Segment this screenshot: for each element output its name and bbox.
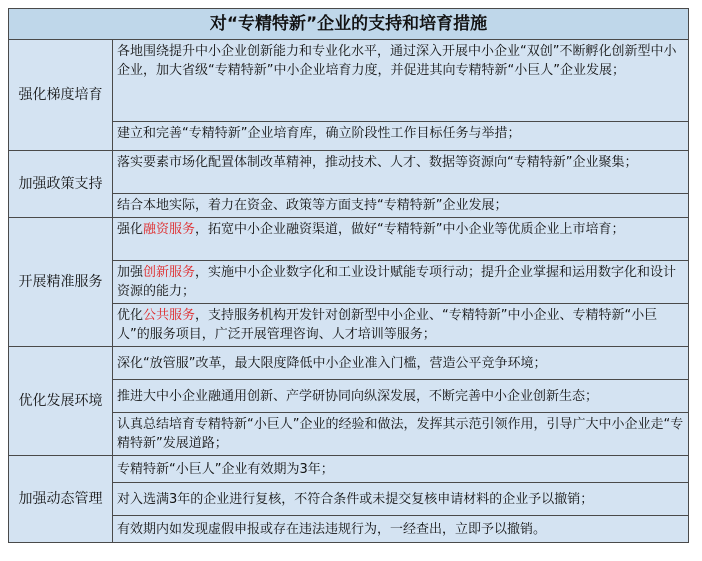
item-cell: 认真总结培育专精特新“小巨人”企业的经验和做法，发挥其示范引领作用，引导广大中小企业走“专精特新”发展道路； — [113, 413, 689, 456]
table-row — [9, 456, 689, 483]
item-cell: 深化“放管服”改革，最大限度降低中小企业准入门槛，营造公平竞争环境； — [113, 347, 689, 380]
table-row — [9, 151, 689, 194]
item-cell: 建立和完善“专精特新”企业培育库，确立阶段性工作目标任务与举措； — [113, 122, 689, 151]
table-row — [9, 40, 689, 122]
item-text-prefix: 优化 — [117, 308, 144, 323]
highlight-text: 融资服务 — [143, 222, 196, 237]
item-text-suffix: ，拓宽中小企业融资渠道，做好“专精特新”中小企业等优质企业上市培育； — [195, 222, 625, 237]
item-text-suffix: ，支持服务机构开发针对创新型中小企业、“专精特新”中小企业、专精特新“小巨人”的服务项目，广泛开展管理咨询、人才培训等服务； — [117, 308, 658, 342]
category-cell: 开展精准服务 — [9, 218, 113, 347]
table-row — [9, 347, 689, 380]
table-title: 对“专精特新”企业的支持和培育措施 — [9, 9, 689, 40]
measures-table — [8, 8, 689, 543]
item-cell: 推进大中小企业融通用创新、产学研协同向纵深发展，不断完善中小企业创新生态； — [113, 380, 689, 413]
item-cell: 专精特新“小巨人”企业有效期为3年； — [113, 456, 689, 483]
item-text-prefix: 强化 — [117, 222, 144, 237]
item-cell: 各地围绕提升中小企业创新能力和专业化水平，通过深入开展中小企业“双创”不断孵化创新型中小企业，加大省级“专精特新”中小企业培育力度，并促进其向专精特新“小巨人”企业发展； — [113, 40, 689, 122]
item-cell: 对入选满3年的企业进行复核，不符合条件或未提交复核申请材料的企业予以撤销； — [113, 483, 689, 516]
measures-table-container — [8, 8, 688, 543]
item-cell — [113, 218, 689, 261]
highlight-text: 公共服务 — [143, 308, 196, 323]
title-row — [9, 9, 689, 40]
category-cell: 强化梯度培育 — [9, 40, 113, 151]
item-cell: 结合本地实际，着力在资金、政策等方面支持“专精特新”企业发展； — [113, 194, 689, 218]
category-cell: 加强动态管理 — [9, 456, 113, 543]
item-text-suffix: ，实施中小企业数字化和工业设计赋能专项行动；提升企业掌握和运用数字化和设计资源的能力； — [117, 265, 677, 299]
item-cell: 落实要素市场化配置体制改革精神，推动技术、人才、数据等资源向“专精特新”企业聚集； — [113, 151, 689, 194]
item-cell — [113, 261, 689, 304]
table-row — [9, 218, 689, 261]
item-text-prefix: 加强 — [117, 265, 144, 280]
category-cell: 优化发展环境 — [9, 347, 113, 456]
item-cell: 有效期内如发现虚假申报或存在违法违规行为，一经查出，立即予以撤销。 — [113, 516, 689, 543]
highlight-text: 创新服务 — [143, 265, 196, 280]
category-cell: 加强政策支持 — [9, 151, 113, 218]
item-cell — [113, 304, 689, 347]
